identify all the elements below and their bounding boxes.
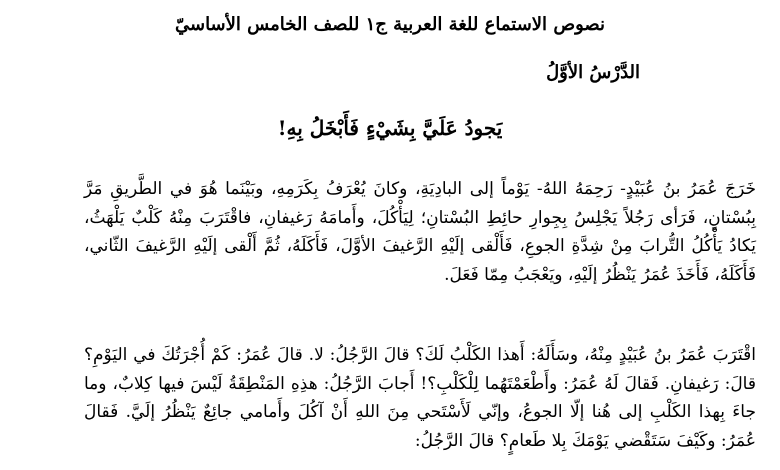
paragraph: اقْتَرَبَ عُمَرُ بنُ عُبَيْدٍ مِنْهُ، وسَأَلَهُ: أَهذا الكَلْبُ لَكَ؟ قالَ الرَّجُلُ: لا. قالَ عُمَرُ: كَمْ أُجْرَتُكَ في اليَوْمِ؟ قالَ: رَغيفانِ. فَقالَ لَهُ عُمَرُ: وأَطْعَمْتَهُما لِلْكَلْبِ؟! أَجابَ الرَّجُلُ: هذِهِ المَنْطِقَةُ لَيْسَ فيها كِلابٌ، وما جاءَ بِهذا الكَلْبِ إلى هُنا إلّا الجوعُ، وإنّي لَأَسْتَحي مِنَ اللهِ أَنْ آكُلَ وأَمامي جائِعٌ يَنْظُرُ إلَيَّ. فَقالَ عُمَرُ: وكَيْفَ سَتَقْضي يَوْمَكَ بِلا طَعامٍ؟ قالَ الرَّجُلُ:	[84, 345, 756, 451]
story-title: يَجودُ عَلَيَّ بِشَيْءٍ فَأَبْخَلُ بِهِ!	[277, 116, 503, 140]
document-title: نصوص الاستماع للغة العربية ج١ للصف الخامس الأساسيّ	[174, 14, 605, 35]
lesson-title: الدَّرْسُ الأوَّلُ	[546, 62, 640, 83]
paragraph: خَرَجَ عُمَرُ بنُ عُبَيْدٍ- رَحِمَهُ اللهُ- يَوْماً إلى البادِيَةِ، وكانَ يُعْرَفُ بِكَرَمِهِ، وبَيْنَما هُوَ في الطَّريقِ مَرَّ بِبُسْتانٍ، فَرَأى رَجُلاً يَجْلِسُ بِجِوارِ حائِطِ البُسْتانِ؛ لِيَأْكُلَ، وأَمامَهُ رَغيفانِ، فاقْتَرَبَ مِنْهُ كَلْبٌ يَلْهَثُ، يَكادُ يَأْكُلُ التُّرابَ مِنْ شِدَّةِ الجوعِ، فَأَلْقى إلَيْهِ الرَّغيفَ الأوَّلَ، فَأَكَلَهُ، ثُمَّ أَلْقى إلَيْهِ الرَّغيفَ الثّاني، فَأَكَلَهُ، فَأَخَذَ عُمَرُ يَنْظُرُ إلَيْهِ، ويَعْجَبُ مِمّا فَعَلَ.	[84, 179, 756, 285]
